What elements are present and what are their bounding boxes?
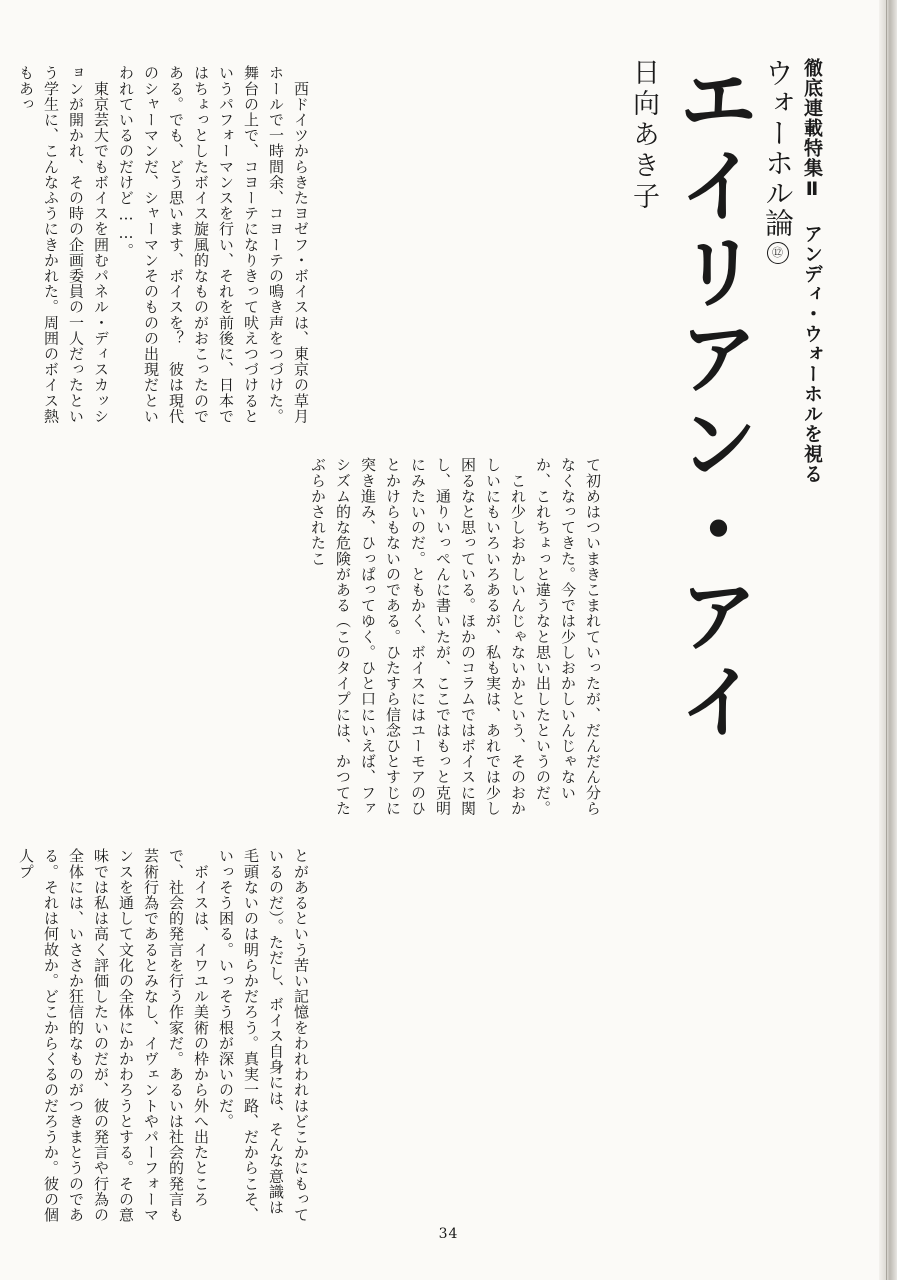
- text-block-bottom: [13, 848, 313, 1223]
- article-title: エイリアン・アイ: [665, 58, 759, 746]
- article-author: 日向あき子: [628, 58, 659, 213]
- text-block-middle: [305, 457, 605, 829]
- paragraph: て初めはついまきこまれていったが、だんだん分らなくなってきた。今では少しおかしいんじゃないか、これちょっと違うなと思い出したというのだ。: [534, 457, 602, 816]
- page-edge-shadow: [879, 0, 897, 1280]
- column-title: [761, 58, 795, 264]
- page-number: 34: [438, 1226, 459, 1242]
- paragraph: とがあるという苦い記憶をわれわれはどこかにもっているのだ）。ただし、ボイス自身には、そんな意識は毛頭ないのは明らかだろう。真実一路、だからこそ、いっそう困る。いっそう根が深いのだ。: [217, 848, 310, 1223]
- paragraph: 東京芸大でもボイスを囲むパネル・ディスカッションが開かれ、その時の企画委員の一人だったという学生に、こんなふうにきかれた。周囲のボイス熱もあっ: [17, 65, 110, 424]
- paragraph: ボイスは、イワユル美術の枠から外へ出たところで、社会的発言を行う作家だ。あるいは社会的発言も芸術行為であるとみなし、イヴェントやパーフォーマンスを通して文化の全体にかかわろうとする。その意味では私は高く評価したいのだが、彼の発言や行為の全体には、いささか狂信的なものがつきまとうのである。それは何故か。どこからくるのだろうか。彼の個人プ: [17, 848, 210, 1223]
- issue-number-badge: ⑫: [767, 242, 789, 264]
- text-block-top: [13, 65, 313, 437]
- column-title-text: ウォーホル論: [761, 58, 795, 238]
- page-edge-line: [886, 0, 887, 1280]
- paragraph: 西ドイツからきたヨゼフ・ボイスは、東京の草月ホールで一時間余、コヨーテの鳴き声をつづけた。舞台の上で、コヨーテになりきって吠えつづけるというパフォーマンスを行い、それを前後に、日本ではちょっとしたボイス旋風的なものがおこったのである。でも、どう思います、ボイスを？ 彼は現代のシャーマンだ、シャーマンそのものの出現だといわれているのだけど……。: [117, 65, 310, 424]
- series-header: 徹底連載特集Ⅱ アンディ・ウォーホルを視る: [801, 58, 823, 484]
- paragraph: これ少しおかしいんじゃないかという、そのおかしいにもいろいろあるが、私も実は、あれでは少し困るなと思っている。ほかのコラムではボイスに関し、通りいっぺんに書いたが、ここではもっと克明にみたいのだ。ともかく、ボイスにはユーモアのひとかけらもないのである。ひたすら信念ひとすじに突き進み、ひっぱってゆく。ひと口にいえば、ファシズム的な危険がある（このタイプには、かつてたぶらかされたこ: [309, 457, 527, 816]
